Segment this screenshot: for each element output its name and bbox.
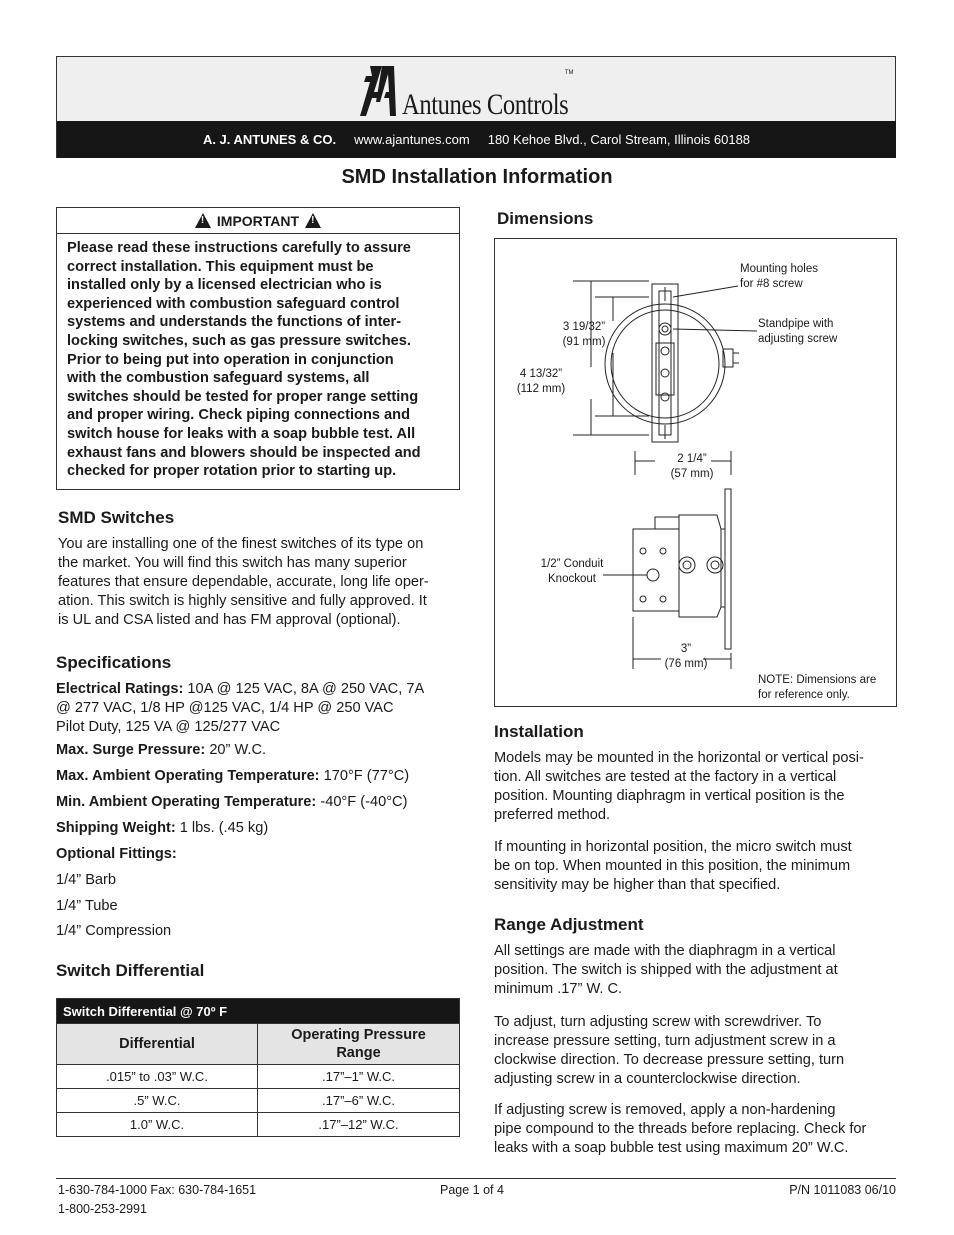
depth-dimension-label — [662, 452, 722, 482]
spec-value: Pilot Duty, 125 VA @ 125/277 VAC — [56, 719, 281, 735]
important-line: systems and understands the functions of inter- — [67, 314, 402, 331]
warning-icon — [195, 213, 211, 228]
spec-value: 20” W.C. — [209, 742, 267, 758]
optional-fittings — [56, 845, 177, 864]
height-dimension-label — [556, 320, 612, 350]
important-line: correct installation. This equipment must be — [67, 258, 374, 275]
company-address: 180 Kehoe Blvd., Carol Stream, Illinois 60188 — [487, 132, 751, 147]
table-header-line: Operating Pressure — [291, 1027, 426, 1043]
text-line: features that ensure dependable, accurate, long life oper- — [58, 574, 429, 590]
switch-differential-heading: Switch Differential — [56, 961, 205, 980]
text-line: All settings are made with the diaphragm in a vertical — [494, 943, 836, 959]
label-line: (91 mm) — [562, 336, 606, 348]
page-title: SMD Installation Information — [341, 166, 613, 188]
range-adjustment-heading: Range Adjustment — [494, 915, 644, 934]
text-line: ation. This switch is highly sensitive and fully approved. It — [58, 593, 427, 609]
footer-part-number: P/N 1011083 06/10 — [789, 1183, 896, 1197]
dimensions-heading: Dimensions — [497, 209, 594, 228]
fitting-item: 1/4” Barb — [56, 872, 117, 888]
shipping-weight — [56, 819, 268, 838]
side-view-drawing — [603, 451, 731, 669]
brand-logo — [360, 62, 574, 120]
range-adjustment-paragraph — [494, 1101, 904, 1158]
table-cell: .17”–1” W.C. — [258, 1065, 460, 1089]
label-line: adjusting screw — [758, 333, 838, 345]
specifications-heading: Specifications — [56, 653, 172, 672]
label-line: Knockout — [548, 573, 596, 585]
website-link[interactable]: www.ajantunes.com — [354, 132, 470, 147]
table-row — [57, 1065, 460, 1089]
important-line: installed only by a licensed electrician who is — [67, 277, 382, 294]
surge-pressure — [56, 741, 266, 760]
conduit-label — [530, 557, 614, 587]
text-line: position. Mounting diaphragm in vertical position is the — [494, 788, 845, 804]
trademark: TM — [564, 70, 574, 76]
important-line: with the combustion safeguard systems, all — [67, 370, 370, 387]
label-line: Mounting holes — [740, 263, 818, 275]
front-view-drawing — [573, 281, 757, 442]
spec-label: Optional Fittings: — [56, 846, 177, 862]
dimensions-note — [758, 673, 876, 703]
label-line: 2 1/4” — [677, 453, 707, 465]
label-line: 3 19/32” — [562, 321, 606, 333]
text-line: tion. All switches are tested at the factory in a vertical — [494, 769, 837, 785]
company-name: A. J. ANTUNES & CO. — [202, 132, 337, 147]
spec-value: 10A @ 125 VAC, 8A @ 250 VAC, 7A — [187, 681, 425, 697]
range-adjustment-paragraph — [494, 1013, 904, 1089]
important-line: checked for proper rotation prior to starting up. — [67, 463, 397, 480]
text-line: preferred method. — [494, 807, 611, 823]
footer-page-number: Page 1 of 4 — [440, 1183, 504, 1197]
text-line: To adjust, turn adjusting screw with screwdriver. To — [494, 1014, 822, 1030]
spec-label: Max. Ambient Operating Temperature: — [56, 768, 320, 784]
label-line: 4 13/32” — [519, 368, 563, 380]
text-line: leaks with a soap bubble test using maximum 20” W.C. — [494, 1140, 849, 1156]
text-line: minimum .17” W. C. — [494, 981, 623, 997]
width-dimension-label — [656, 642, 716, 672]
important-label: IMPORTANT — [216, 212, 300, 229]
text-line: clockwise direction. To decrease pressure setting, turn — [494, 1052, 845, 1068]
important-line: switches should be tested for proper range setting — [67, 388, 419, 405]
header-bar — [57, 121, 896, 158]
text-line: sensitivity may be higher than that specified. — [494, 877, 781, 893]
important-line: experienced with combustion safeguard control — [67, 295, 400, 312]
important-line: Prior to being put into operation in conjunction — [67, 351, 394, 368]
text-line: increase pressure setting, turn adjustment screw in a — [494, 1033, 836, 1049]
text-line: pipe compound to the threads before replacing. Check for — [494, 1121, 867, 1137]
important-heading — [57, 208, 459, 234]
text-line: adjusting screw in a counterclockwise direction. — [494, 1071, 801, 1087]
text-line: the market. You will find this switch has many superior — [58, 555, 407, 571]
installation-heading: Installation — [494, 722, 584, 741]
important-line: and proper wiring. Check piping connections and — [67, 407, 410, 424]
fitting-item: 1/4” Compression — [56, 923, 172, 939]
spec-label: Max. Surge Pressure: — [56, 742, 206, 758]
table-header: Differential — [57, 1024, 258, 1065]
text-line: If mounting in horizontal position, the micro switch must — [494, 839, 852, 855]
important-notice — [56, 207, 460, 490]
important-line: switch house for leaks with a soap bubble test. All — [67, 425, 416, 442]
label-line: 1/2” Conduit — [540, 558, 604, 570]
table-cell: 1.0” W.C. — [57, 1113, 258, 1137]
smd-switches-text — [58, 535, 462, 630]
spec-label: Shipping Weight: — [56, 820, 176, 836]
electrical-ratings — [56, 680, 466, 737]
spec-label: Min. Ambient Operating Temperature: — [56, 794, 317, 810]
spec-value: -40°F (-40°C) — [320, 794, 408, 810]
installation-paragraph — [494, 838, 904, 895]
table-cell: .015” to .03” W.C. — [57, 1065, 258, 1089]
label-line: (57 mm) — [670, 468, 714, 480]
label-line: 3” — [680, 643, 692, 655]
text-line: You are installing one of the finest switches of its type on — [58, 536, 424, 552]
footer-tollfree: 1-800-253-2991 — [58, 1202, 147, 1216]
label-line: (112 mm) — [516, 383, 566, 395]
table-row — [57, 1089, 460, 1113]
spec-value: @ 277 VAC, 1/8 HP @125 VAC, 1/4 HP @ 250 VAC — [56, 700, 394, 716]
footer-phone: 1-630-784-1000 Fax: 630-784-1651 — [58, 1183, 257, 1197]
switch-differential-table — [56, 998, 460, 1137]
max-temperature — [56, 767, 409, 786]
text-line: be on top. When mounted in this position, the minimum — [494, 858, 851, 874]
text-line: If adjusting screw is removed, apply a non-hardening — [494, 1102, 836, 1118]
installation-paragraph — [494, 749, 904, 825]
label-line: for #8 screw — [740, 278, 803, 290]
spec-value: 170°F (77°C) — [323, 768, 410, 784]
important-line: locking switches, such as gas pressure switches. — [67, 332, 411, 349]
overall-height-label — [512, 367, 570, 397]
table-title: Switch Differential @ 70º F — [57, 999, 460, 1024]
fitting-item: 1/4” Tube — [56, 898, 118, 914]
brand-name: Antunes Controls — [402, 88, 569, 121]
range-adjustment-paragraph — [494, 942, 904, 999]
text-line: position. The switch is shipped with the adjustment at — [494, 962, 838, 978]
table-cell: .17”–6” W.C. — [258, 1089, 460, 1113]
table-header — [258, 1024, 460, 1065]
min-temperature — [56, 793, 407, 812]
important-line: exhaust fans and blowers should be inspected and — [67, 444, 421, 461]
label-line: for reference only. — [758, 689, 850, 701]
important-line: Please read these instructions carefully to assure — [67, 240, 411, 256]
important-text — [57, 234, 459, 481]
text-line: is UL and CSA listed and has FM approval (optional). — [58, 612, 401, 628]
smd-switches-heading: SMD Switches — [58, 508, 175, 527]
table-cell: .5” W.C. — [57, 1089, 258, 1113]
spec-label: Electrical Ratings: — [56, 681, 184, 697]
mounting-holes-label — [740, 262, 818, 292]
label-line: NOTE: Dimensions are — [758, 674, 877, 686]
table-header-line: Range — [336, 1045, 381, 1061]
table-cell: .17”–12” W.C. — [258, 1113, 460, 1137]
spec-value: 1 lbs. (.45 kg) — [179, 820, 269, 836]
label-line: (76 mm) — [664, 658, 708, 670]
antunes-logo-icon — [360, 62, 400, 120]
warning-icon — [305, 213, 321, 228]
table-row — [57, 1113, 460, 1137]
label-line: Standpipe with — [758, 318, 834, 330]
text-line: Models may be mounted in the horizontal or vertical posi- — [494, 750, 864, 766]
standpipe-label — [758, 317, 837, 347]
footer-divider — [56, 1178, 896, 1179]
